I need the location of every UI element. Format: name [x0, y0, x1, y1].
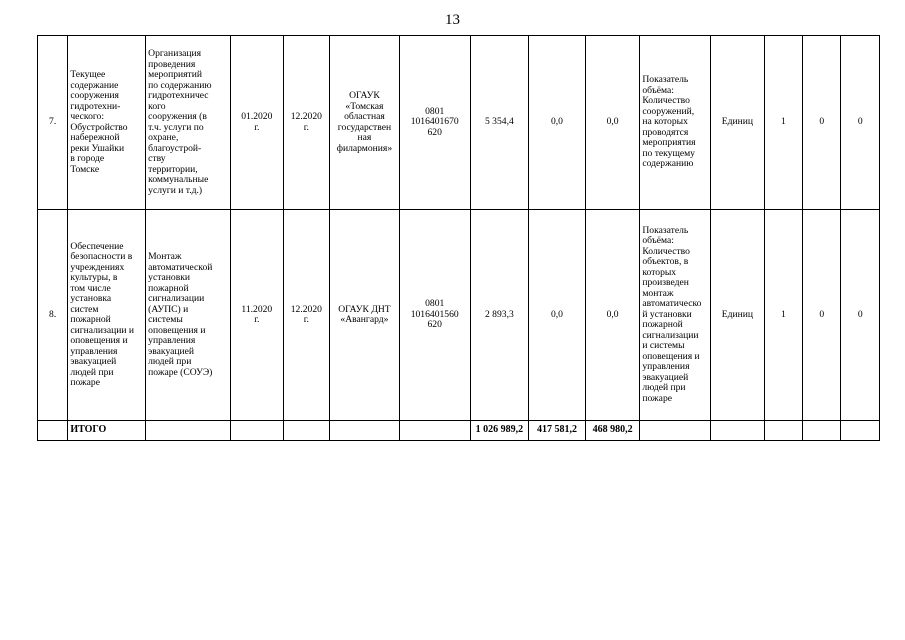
- page-number: 13: [445, 12, 460, 28]
- empty-cell: [399, 421, 470, 441]
- totals-year-2: 468 980,2: [585, 421, 640, 441]
- indicator-value-2: 0: [803, 210, 841, 421]
- empty-cell: [803, 421, 841, 441]
- measure-name: Текущее содержание сооружения гидротехни- ческого: Обустройство набережной реки Ушайки в городе Томске: [68, 36, 146, 210]
- totals-row: [38, 421, 880, 441]
- indicator-value-2: 0: [803, 36, 841, 210]
- table-row: [38, 36, 880, 210]
- empty-cell: [38, 421, 68, 441]
- row-number: 8.: [38, 210, 68, 421]
- empty-cell: [283, 421, 329, 441]
- indicator-value-1: 1: [764, 210, 802, 421]
- empty-cell: [146, 421, 231, 441]
- executor: ОГАУК «Томская областная государствен ная филармония»: [330, 36, 400, 210]
- unit: Единиц: [711, 36, 765, 210]
- budget-code: 0801 1016401560 620: [399, 210, 470, 421]
- totals-year-1: 417 581,2: [529, 421, 586, 441]
- indicator-value-3: 0: [841, 210, 880, 421]
- row-number: 7.: [38, 36, 68, 210]
- start-date: 11.2020 г.: [231, 210, 284, 421]
- end-date: 12.2020 г.: [283, 210, 329, 421]
- empty-cell: [640, 421, 711, 441]
- totals-label: ИТОГО: [68, 421, 146, 441]
- budget-code: 0801 1016401670 620: [399, 36, 470, 210]
- indicator-value-3: 0: [841, 36, 880, 210]
- empty-cell: [330, 421, 400, 441]
- unit: Единиц: [711, 210, 765, 421]
- empty-cell: [231, 421, 284, 441]
- budget-table: [37, 35, 880, 441]
- activity-description: Организация проведения мероприятий по содержанию гидротехничес кого сооружения (в т.ч. услуги по охране, благоустрой- ству территории, коммунальные услуги и т.д.): [146, 36, 231, 210]
- measure-name: Обеспечение безопасности в учреждениях культуры, в том числе установка систем пожарной сигнализации и оповещения и управления эвакуацией людей при пожаре: [68, 210, 146, 421]
- indicator-value-1: 1: [764, 36, 802, 210]
- empty-cell: [711, 421, 765, 441]
- totals-amount: 1 026 989,2: [470, 421, 529, 441]
- amount-year-2: 0,0: [585, 36, 640, 210]
- amount-year-2: 0,0: [585, 210, 640, 421]
- empty-cell: [841, 421, 880, 441]
- activity-description: Монтаж автоматической установки пожарной сигнализации (АУПС) и системы оповещения и управления эвакуацией людей при пожаре (СОУЭ): [146, 210, 231, 421]
- amount-year-1: 0,0: [529, 210, 586, 421]
- indicator-description: Показатель объёма: Количество сооружений, на которых проводятся мероприятия по текущему содержанию: [640, 36, 711, 210]
- start-date: 01.2020 г.: [231, 36, 284, 210]
- end-date: 12.2020 г.: [283, 36, 329, 210]
- table-row: [38, 210, 880, 421]
- executor: ОГАУК ДНТ «Авангард»: [330, 210, 400, 421]
- amount-total: 5 354,4: [470, 36, 529, 210]
- indicator-description: Показатель объёма: Количество объектов, в которых произведен монтаж автоматическо й установки пожарной сигнализации и системы оповещения и управления эвакуацией людей при пожаре: [640, 210, 711, 421]
- empty-cell: [764, 421, 802, 441]
- amount-year-1: 0,0: [529, 36, 586, 210]
- amount-total: 2 893,3: [470, 210, 529, 421]
